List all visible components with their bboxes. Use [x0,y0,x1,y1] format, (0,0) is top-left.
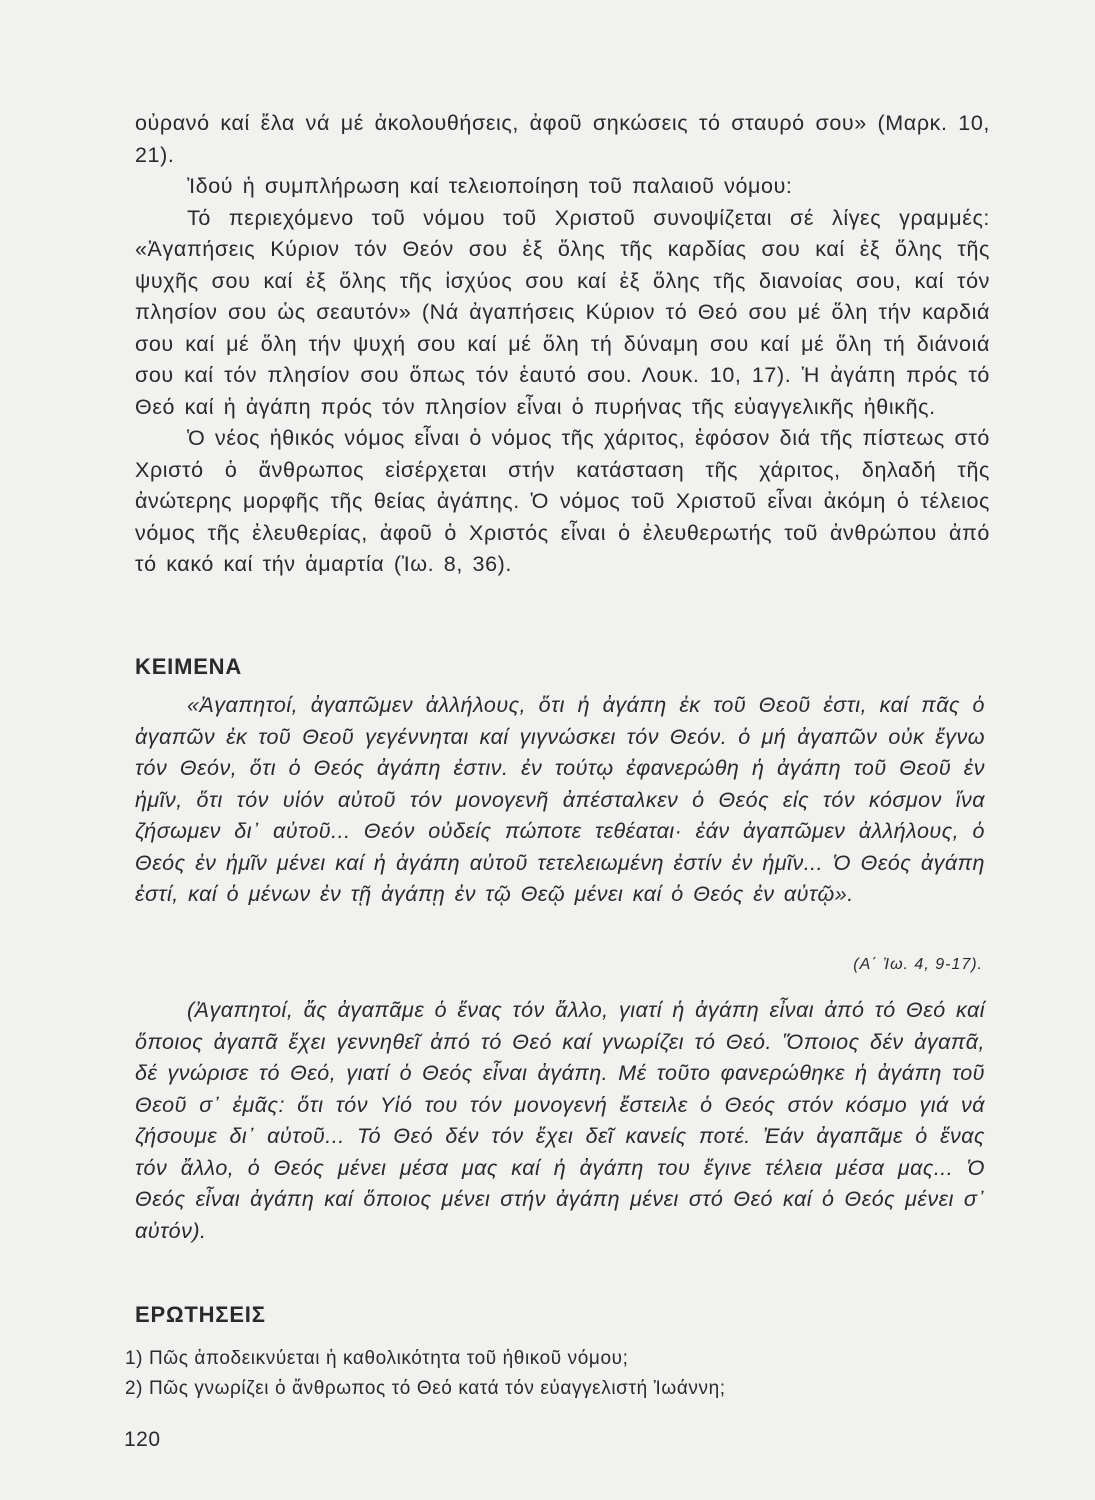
question-item: 2) Πῶς γνωρίζει ὁ ἄνθρωπος τό Θεό κατά τόν εὐαγγελιστή Ἰωάννη; [125,1378,726,1399]
law-content-paragraph: Τό περιεχόμενο τοῦ νόμου τοῦ Χριστοῦ συνοψίζεται σέ λίγες γραμμές: «Ἀγαπήσεις Κύριον τόν Θεόν σου ἐξ ὅλης τῆς καρδίας σου καί ἐξ ὅλης τῆς ψυχῆς σου καί ἐξ ὅλης τῆς ἰσχύος σου καί ἐξ ὅλης τῆς διανοίας σου, καί τόν πλησίον σου ὡς σεαυτόν» (Νά ἀγαπήσεις Κύριον τό Θεό σου μέ ὅλη τήν καρδιά σου καί μέ ὅλη τήν ψυχή σου καί μέ ὅλη τή δύναμη σου καί μέ ὅλη τή διάνοιά σου καί τόν πλησίον σου ὅπως τόν ἑαυτό σου. Λουκ. 10, 17). Ἡ ἀγάπη πρός τό Θεό καί ἡ ἀγάπη πρός τόν πλησίον εἶναι ὁ πυρήνας τῆς εὐαγγελικῆς ἠθικῆς. [135,205,990,419]
translation-text: (Ἀγαπητοί, ἄς ἀγαπᾶμε ὁ ἕνας τόν ἄλλο, γιατί ἡ ἀγάπη εἶναι ἀπό τό Θεό καί ὅποιος ἀγαπᾶ ἔχει γεννηθεῖ ἀπό τό Θεό καί γνωρίζει τό Θεό. Ὅποιος δέν ἀγαπᾶ, δέ γνώρισε τό Θεό, γιατί ὁ Θεός εἶναι ἀγάπη. Μέ τοῦτο φανερώθηκε ἡ ἀγάπη τοῦ Θεοῦ σ᾿ ἐμᾶς: ὅτι τόν Υἱό του τόν μονογενή ἔστειλε ὁ Θεός στόν κόσμο γιά νά ζήσουμε δι᾿ αὐτοῦ... Τό Θεό δέν τόν ἔχει δεῖ κανείς ποτέ. Ἐάν ἀγαπᾶμε ὁ ἕνας τόν ἄλλο, ὁ Θεός μένει μέσα μας καί ἡ ἀγάπη του ἔγινε τέλεια μέσα μας... Ὁ Θεός εἶναι ἀγάπη καί ὅποιος μένει στήν ἀγάπη μένει στό Θεό καί ὁ Θεός μένει σ᾿ αὐτόν). [135,998,985,1243]
body-text [135,108,990,581]
new-law-paragraph: Ὁ νέος ἠθικός νόμος εἶναι ὁ νόμος τῆς χάριτος, ἐφόσον διά τῆς πίστεως στό Χριστό ὁ ἄνθρωπος εἰσέρχεται στήν κατάσταση τῆς χάριτος, δηλαδή τῆς ἀνώτερης μορφῆς τῆς θείας ἀγάπης. Ὁ νόμος τοῦ Χριστοῦ εἶναι ἀκόμη ὁ τέλειος νόμος τῆς ἐλευθερίας, ἀφοῦ ὁ Χριστός εἶναι ὁ ἐλευθερωτής τοῦ ἀνθρώπου ἀπό τό κακό καί τήν ἁμαρτία (Ἰω. 8, 36). [135,426,990,576]
translation-block [135,995,985,1247]
scripture-quote [135,690,985,911]
scripture-reference: (Α΄ Ἰω. 4, 9-17). [853,956,983,973]
intro-paragraph: οὐρανό καί ἔλα νά μέ ἀκολουθήσεις, ἀφοῦ σηκώσεις τό σταυρό σου» (Μαρκ. 10, 21). [135,111,990,167]
questions-heading: ΕΡΩΤΗΣΕΙΣ [135,1302,266,1327]
questions-list [125,1344,1005,1404]
fulfillment-paragraph: Ἰδού ἡ συμπλήρωση καί τελειοποίηση τοῦ παλαιοῦ νόμου: [187,174,793,198]
original-quote: «Ἀγαπητοί, ἀγαπῶμεν ἀλλήλους, ὅτι ἡ ἀγάπη ἐκ τοῦ Θεοῦ ἐστι, καί πᾶς ὁ ἀγαπῶν ἐκ τοῦ Θεοῦ γεγέννηται καί γιγνώσκει τόν Θεόν. ὁ μή ἀγαπῶν οὐκ ἔγνω τόν Θεόν, ὅτι ὁ Θεός ἀγάπη ἐστιν. ἐν τούτῳ ἐφανερώθη ἡ ἀγάπη τοῦ Θεοῦ ἐν ἡμῖν, ὅτι τόν υἱόν αὐτοῦ τόν μονογενῆ ἀπέσταλκεν ὁ Θεός εἰς τόν κόσμον ἵνα ζήσωμεν δι᾿ αὐτοῦ... Θεόν οὐδείς πώποτε τεθέαται· ἐάν ἀγαπῶμεν ἀλλήλους, ὁ Θεός ἐν ἡμῖν μένει καί ἡ ἀγάπη αὐτοῦ τετελειωμένη ἐστίν ἐν ἡμῖν... Ὁ Θεός ἀγάπη ἐστί, καί ὁ μένων ἐν τῇ ἀγάπῃ ἐν τῷ Θεῷ μένει καί ὁ Θεός ἐν αὐτῷ». [135,693,985,906]
question-item: 1) Πῶς ἀποδεικνύεται ἡ καθολικότητα τοῦ ἠθικοῦ νόμου; [125,1348,629,1369]
texts-heading: ΚΕΙΜΕΝΑ [135,654,243,679]
page-number: 120 [124,1428,161,1451]
